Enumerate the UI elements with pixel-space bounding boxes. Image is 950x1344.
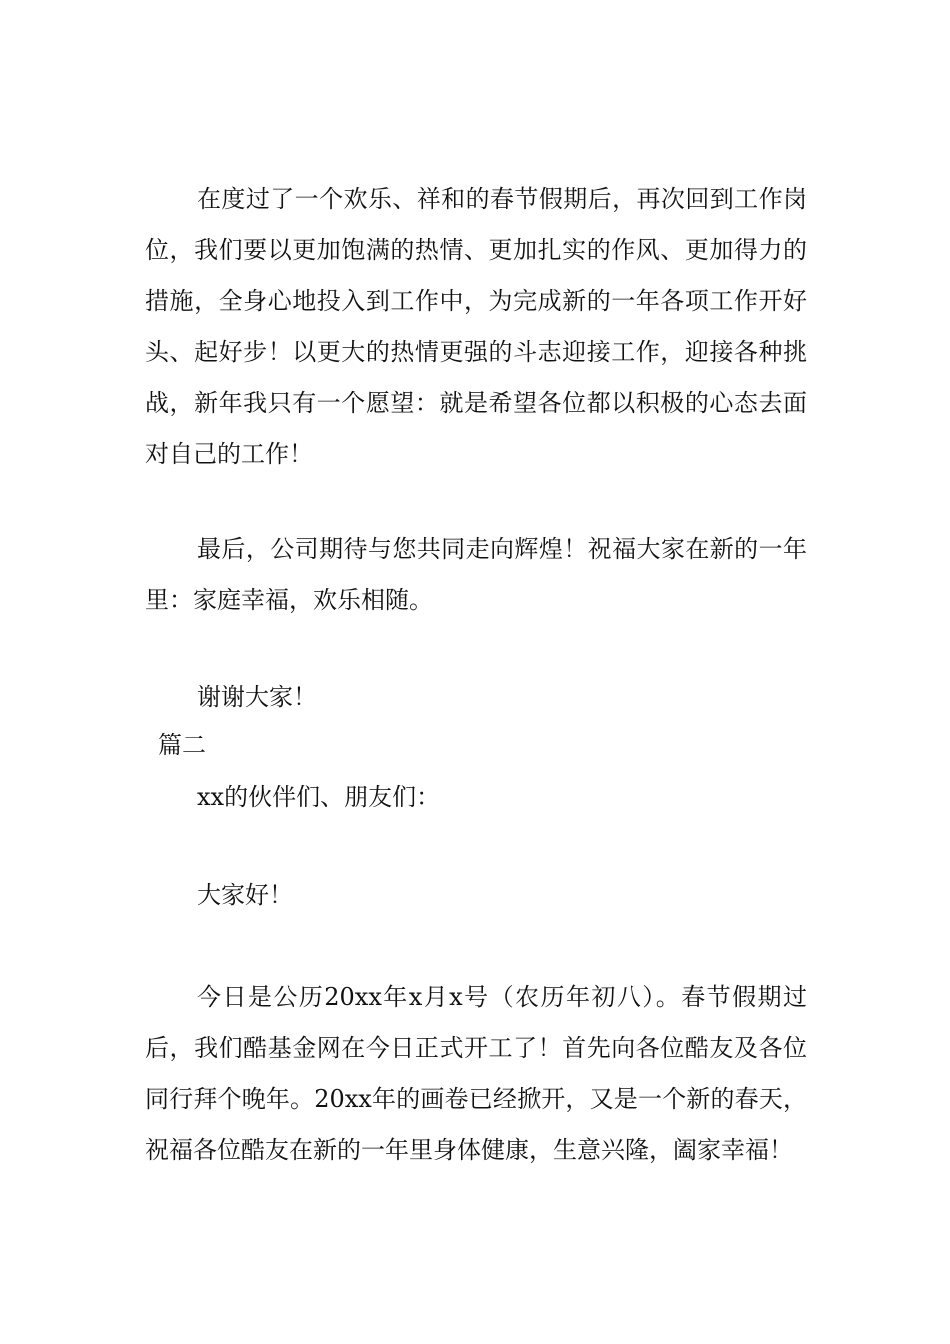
section-heading: 篇二 [158, 731, 206, 759]
greeting-line: 大家好！ [197, 881, 293, 909]
paragraph-return-to-work: 在度过了一个欢乐、祥和的春节假期后，再次回到工作岗位，我们要以更加饱满的热情、更加扎实的作风、更加得力的措施，全身心地投入到工作中，为完成新的一年各项工作开好头、起好步！以更大的热情更强的斗志迎接工作，迎接各种挑战，新年我只有一个愿望：就是希望各位都以积极的心态去面对自己的工作！ [145, 185, 807, 468]
paragraph-new-year-message: 今日是公历20xx年x月x号（农历年初八）。春节假期过后，我们酷基金网在今日正式开工了！首先向各位酷友及各位同行拜个晚年。20xx年的画卷已经掀开，又是一个新的春天，祝福各位酷友在新的一年里身体健康，生意兴隆，阖家幸福！ [145, 983, 807, 1164]
paragraph-closing-wishes: 最后，公司期待与您共同走向辉煌！祝福大家在新的一年里：家庭幸福，欢乐相随。 [145, 535, 807, 614]
thanks-line: 谢谢大家！ [197, 683, 317, 711]
salutation-line: xx的伙伴们、朋友们： [197, 783, 441, 811]
